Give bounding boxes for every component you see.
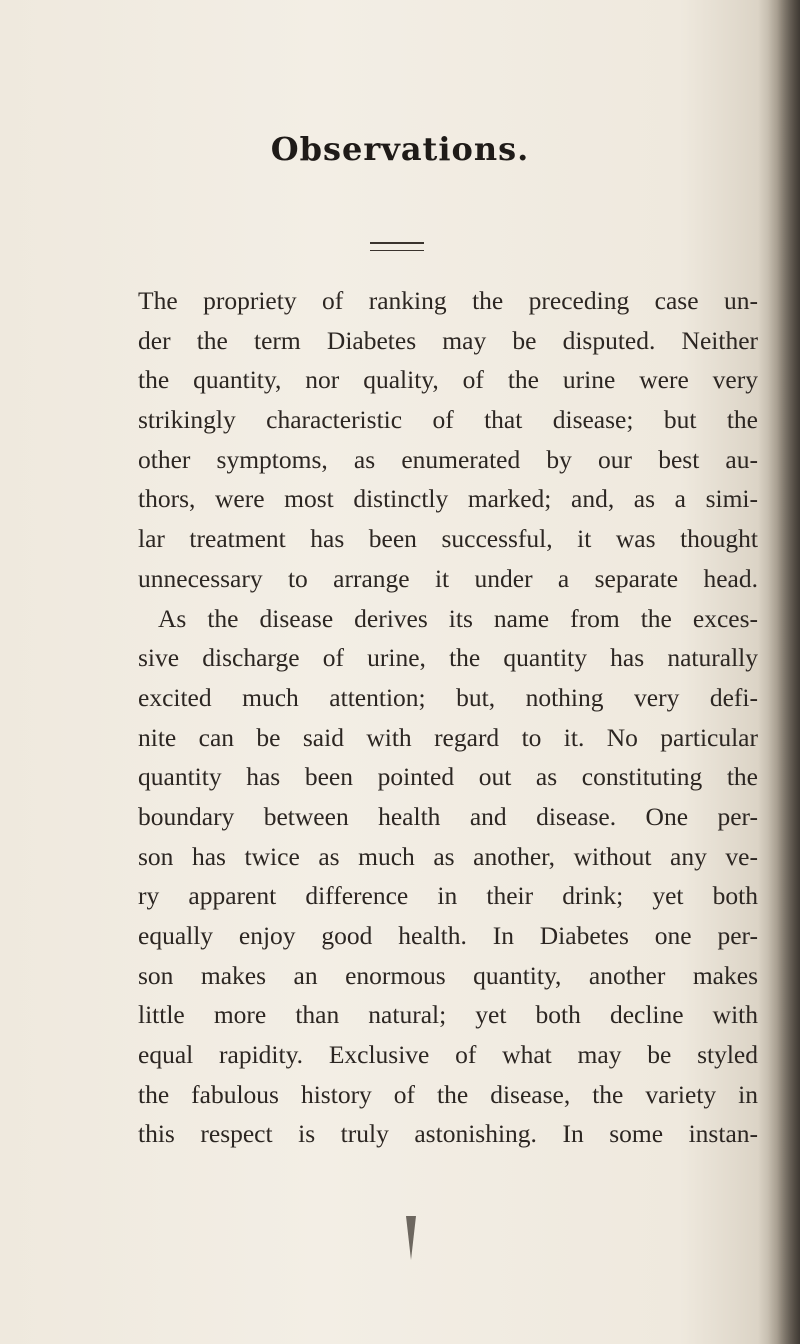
body-text bbox=[138, 281, 758, 1154]
text-line: lar treatment has been successful, it was thought bbox=[138, 524, 758, 554]
text-line: strikingly characteristic of that disease; but the bbox=[138, 405, 758, 435]
text-line: this respect is truly astonishing. In some instan- bbox=[138, 1119, 758, 1149]
text-line: quantity has been pointed out as constituting the bbox=[138, 762, 758, 792]
text-line: the quantity, nor quality, of the urine were very bbox=[138, 365, 758, 395]
text-line: thors, were most distinctly marked; and, as a simi- bbox=[138, 484, 758, 514]
text-line: The propriety of ranking the preceding case un- bbox=[138, 286, 758, 315]
text-line: little more than natural; yet both decline with bbox=[138, 1000, 758, 1030]
section-heading: Observations. bbox=[270, 130, 530, 168]
text-line: son makes an enormous quantity, another makes bbox=[138, 960, 758, 990]
text-line: equally enjoy good health. In Diabetes one per- bbox=[138, 921, 758, 950]
heading-rule bbox=[370, 242, 424, 251]
text-line: As the disease derives its name from the exces- bbox=[158, 603, 758, 633]
text-line: ry apparent difference in their drink; yet both bbox=[138, 881, 758, 911]
text-line: son has twice as much as another, without any ve- bbox=[138, 841, 758, 871]
text-line: the fabulous history of the disease, the variety in bbox=[138, 1079, 758, 1109]
text-line: boundary between health and disease. One per- bbox=[138, 801, 758, 831]
text-line: der the term Diabetes may be disputed. Neither bbox=[138, 325, 758, 355]
ink-mark bbox=[406, 1216, 416, 1260]
text-line: other symptoms, as enumerated by our best au- bbox=[138, 444, 758, 474]
text-line: unnecessary to arrange it under a separate head. bbox=[138, 563, 758, 593]
page-edge-shadow bbox=[758, 0, 800, 1344]
text-line: excited much attention; but, nothing very defi- bbox=[138, 682, 758, 712]
text-line: sive discharge of urine, the quantity has naturally bbox=[138, 643, 758, 673]
text-line: nite can be said with regard to it. No particular bbox=[138, 722, 758, 752]
text-line: equal rapidity. Exclusive of what may be styled bbox=[138, 1040, 758, 1070]
